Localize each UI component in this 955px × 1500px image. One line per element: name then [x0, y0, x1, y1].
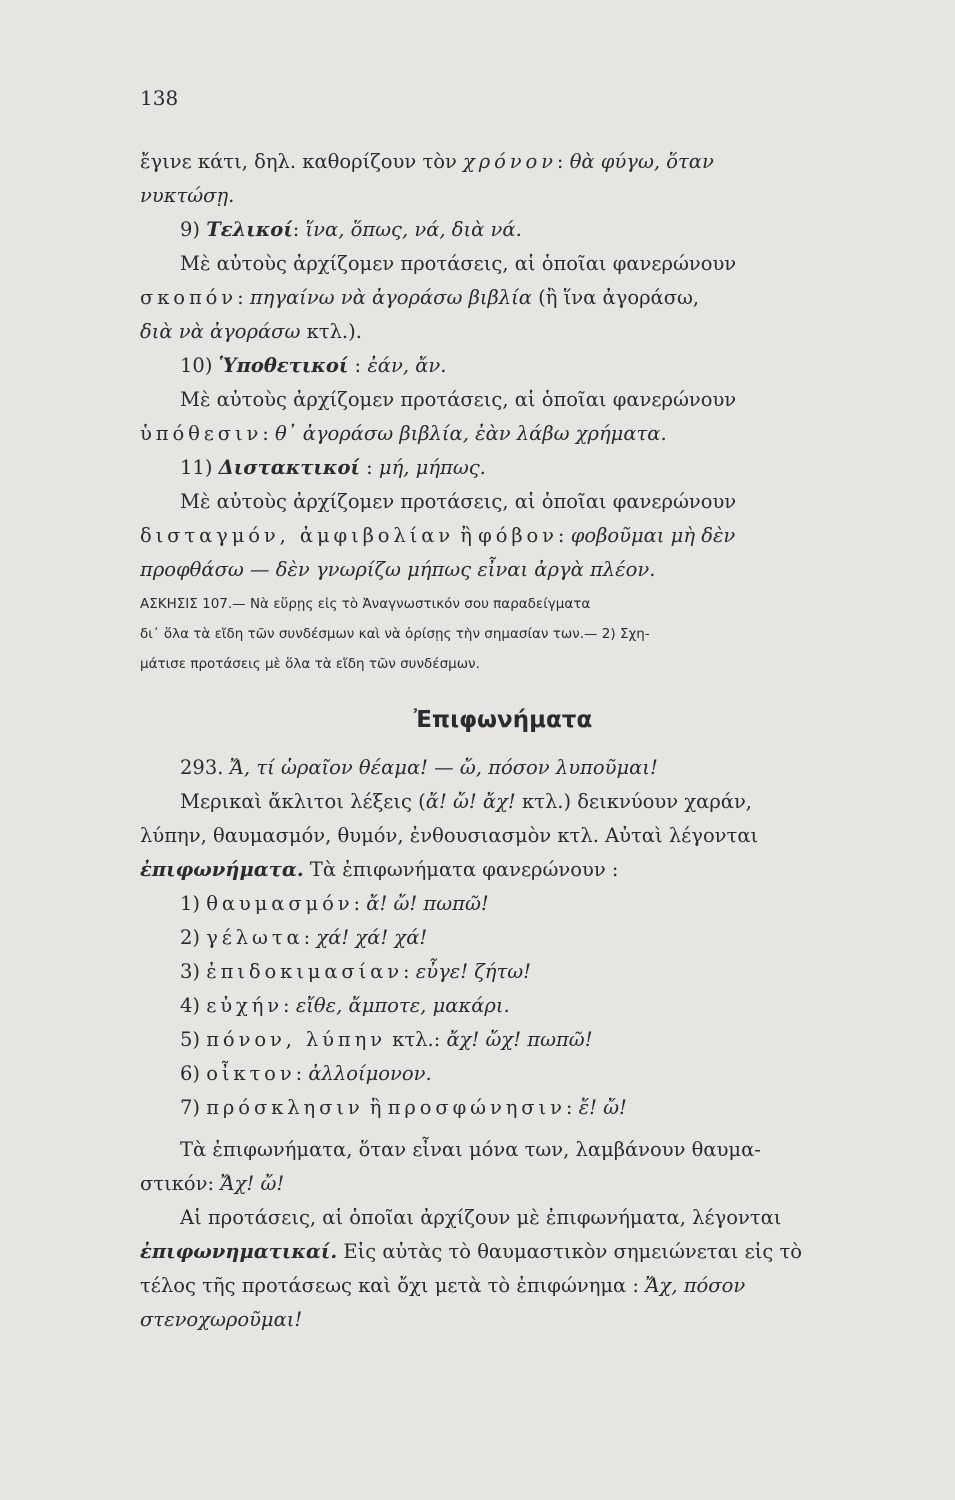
list-item: 4) εὐχήν: εἴθε, ἄμποτε, μακάρι. — [180, 994, 510, 1017]
text-line: λύπην, θαυμασμόν, θυμόν, ἐνθουσιασμὸν κτλ. Αὐταὶ λέγονται — [140, 824, 759, 847]
text-line: ὑπόθεσιν: θ᾽ ἀγοράσω βιβλία, ἐὰν λάβω χρήματα. — [140, 422, 667, 445]
list-item: 1) θαυμασμόν: ἄ! ὤ! πωπῶ! — [180, 892, 489, 915]
page-number: 138 — [140, 86, 179, 110]
text-line: 10) Ὑποθετικοί : ἐάν, ἄν. — [180, 354, 447, 377]
exercise-line: ΑΣΚΗΣΙΣ 107.— Νὰ εὕρῃς εἰς τὸ Ἀναγνωστικόν σου παραδείγματα — [140, 596, 591, 612]
text-line: διὰ νὰ ἀγοράσω κτλ.). — [140, 320, 362, 343]
list-item: 5) πόνον, λύπην κτλ.: ἄχ! ὤχ! πωπῶ! — [180, 1028, 593, 1051]
text-line: Μερικαὶ ἄκλιτοι λέξεις (ἄ! ὤ! ἄχ! κτλ.) δεικνύουν χαράν, — [180, 790, 753, 813]
text-line: ἐπιφωνήματα. Τὰ ἐπιφωνήματα φανερώνουν : — [140, 858, 619, 881]
section-heading: Ἐπιφωνήματα — [413, 707, 593, 733]
text-line: Τὰ ἐπιφωνήματα, ὅταν εἶναι μόνα των, λαμβάνουν θαυμα- — [180, 1138, 761, 1161]
text-line: προφθάσω — δὲν γνωρίζω μήπως εἶναι ἀργὰ πλέον. — [140, 558, 656, 581]
text-line: σκοπόν: πηγαίνω νὰ ἀγοράσω βιβλία (ἢ ἵνα ἀγοράσω, — [140, 286, 700, 309]
text-line: στενοχωροῦμαι! — [140, 1308, 303, 1331]
text-line: Μὲ αὐτοὺς ἀρχίζομεν προτάσεις, αἱ ὁποῖαι φανερώνουν — [180, 388, 737, 411]
exercise-line: μάτισε προτάσεις μὲ ὅλα τὰ εἴδη τῶν συνδέσμων. — [140, 656, 480, 672]
text-line: 293. Ἄ, τί ὡραῖον θέαμα! — ὤ, πόσον λυποῦμαι! — [180, 756, 658, 779]
text-line: ἐπιφωνηματικαί. Εἰς αὐτὰς τὸ θαυμαστικὸν σημειώνεται εἰς τὸ — [140, 1240, 802, 1263]
list-item: 7) πρόσκλησιν ἢ προσφώνησιν: ἔ! ὤ! — [180, 1096, 627, 1119]
text-line: Αἱ προτάσεις, αἱ ὁποῖαι ἀρχίζουν μὲ ἐπιφωνήματα, λέγονται — [180, 1206, 782, 1229]
text-line: δισταγμόν, ἀμφιβολίαν ἢ φόβον: φοβοῦμαι μὴ δὲν — [140, 524, 736, 547]
text-line: Μὲ αὐτοὺς ἀρχίζομεν προτάσεις, αἱ ὁποῖαι φανερώνουν — [180, 252, 737, 275]
text-line: στικόν: Ἄχ! ὤ! — [140, 1172, 285, 1195]
list-item: 2) γέλωτα: χά! χά! χά! — [180, 926, 428, 949]
text-line: 9) Τελικοί: ἵνα, ὅπως, νά, διὰ νά. — [180, 218, 522, 241]
list-item: 3) ἐπιδοκιμασίαν: εὖγε! ζήτω! — [180, 960, 532, 983]
text-line: νυκτώσῃ. — [140, 184, 235, 207]
text-line: τέλος τῆς προτάσεως καὶ ὄχι μετὰ τὸ ἐπιφώνημα : Ἄχ, πόσον — [140, 1274, 746, 1297]
text-line: Μὲ αὐτοὺς ἀρχίζομεν προτάσεις, αἱ ὁποῖαι φανερώνουν — [180, 490, 737, 513]
text-line: ἔγινε κάτι, δηλ. καθορίζουν τὸν χρόνον: θὰ φύγω, ὅταν — [140, 150, 714, 173]
list-item: 6) οἶκτον: ἀλλοίμονον. — [180, 1062, 432, 1085]
text-line: 11) Διστακτικοί : μή, μήπως. — [180, 456, 486, 479]
exercise-line: δι᾽ ὅλα τὰ εἴδη τῶν συνδέσμων καὶ νὰ ὁρίσῃς τὴν σημασίαν των.— 2) Σχη- — [140, 626, 650, 642]
